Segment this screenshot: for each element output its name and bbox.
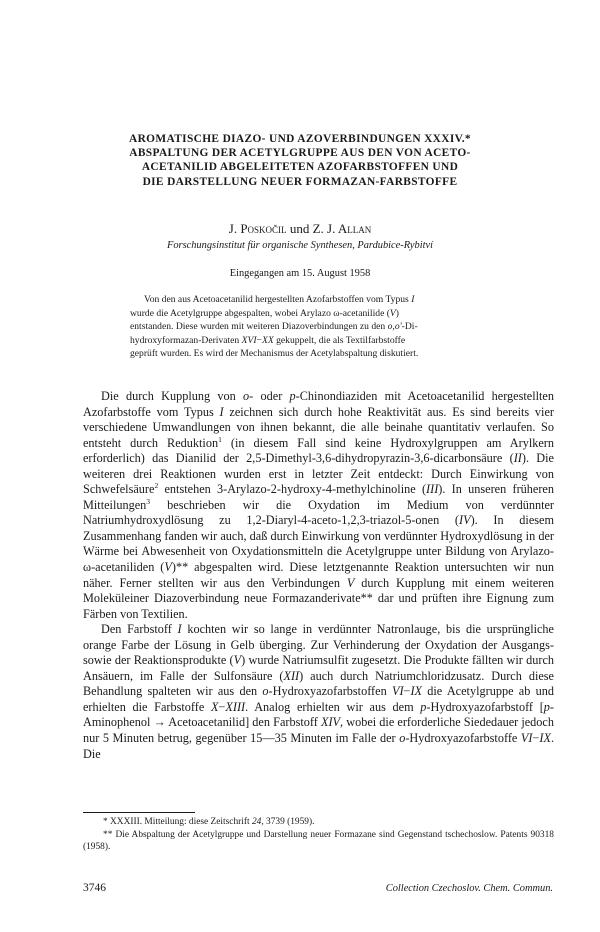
author-poskocil: J. Poskočil [228, 221, 287, 236]
abstract-line: entstanden. Diese wurden mit weiteren Diazoverbindungen zu den o,o'-Di- [130, 321, 418, 332]
author-connector: und [289, 221, 310, 236]
abstract-line: geprüft wurden. Es wird der Mechanismus der Acetylabspaltung diskutiert. [130, 348, 419, 359]
affiliation: Forschungsinstitut für organische Synthesen, Pardubice-Rybitví [167, 240, 433, 251]
footnote-rule [83, 812, 195, 813]
abstract-line: Von den aus Acetoacetanilid hergestellten Azofarbstoffen vom Typus I [144, 294, 415, 305]
received-date: Eingegangen am 15. August 1958 [229, 268, 371, 279]
body-paragraph: Die durch Kupplung von o- oder p-Chinondiaziden mit Acetoacetanilid hergestellten Azofarbstoffe vom Typus I zeichnen sich durch hohe Reaktivität aus. Es sind bereits vier verschiedene Umwandlungen von ihnen bekannt, die alle beinahe quantitativ verlaufen. So entsteht durch Reduktion$^1$ (in diesem Fall sind keine Hydroxylgruppen am Arylkern erforderlich) das Dianilid der 2,5-Dimethyl-3,6-dihydropyrazin-3,6-dicarbonsäure (II). Die weiteren drei Reaktionen wurden erst in letzter Zeit entdeckt: Durch Einwirkung von Schwefelsäure$^2$ entstehen 3-Arylazo-2-hydroxy-4-methylchinoline (III). In unseren früheren Mitteilungen$^3$ beschrieben wir die Oxydation im Medium von verdünnter Natriumhydroxydlösung zu 1,2-Diaryl-4-aceto-1,2,3-triazol-5-onen (IV). In diesem Zusammenhang fanden wir auch, daß durch Einwirkung von verdünnter Hydroxydlösung in der Wärme bei Abwesenheit von Oxydationsmitteln die Acetylgruppe unter Bildung von Arylazo-ω-acetaniliden (V)** abgespalten wird. Diese letztgenannte Reaktion untersuchten wir nun näher. Ferner stellten wir aus den Verbindungen V durch Kupplung mit einem weiteren Moleküleiner Diazoverbindung neue Formazanderivate** dar und prüften ihre Eignung zum Färben von Textilien. [83, 389, 555, 621]
title-line: DIE DARSTELLUNG NEUER FORMAZAN-FARBSTOFFE [142, 175, 458, 188]
title-line: ACETANILID ABGELEITETEN AZOFARBSTOFFEN UND [141, 161, 459, 174]
abstract [130, 293, 522, 361]
body-text [83, 389, 554, 762]
body-paragraph: Den Farbstoff I kochten wir so lange in verdünnter Natronlauge, bis die ursprüngliche orange Farbe der Lösung in Gelb überging. Zur Verhinderung der Oxydation der Ausgangs- sowie der Reaktionsprodukte (V) wurde Natriumsulfit zugesetzt. Die Produkte fällten wir durch Ansäuern, im Falle der Sulfonsäure (XII) auch durch Natriumchloridzusatz. Durch diese Behandlung spalteten wir aus den o-Hydroxyazofarbstoffen VI−IX die Acetylgruppe ab und erhielten die Farbstoffe X−XIII. Analog erhielten wir aus dem p-Hydroxyazofarbstoff [p-Aminophenol → Acetoacetanilid] den Farbstoff XIV, wobei die erforderliche Siededauer jedoch nur 5 Minuten betrug, gegenüber 15—35 Minuten im Falle der o-Hydroxyazofarbstoffe VI−IX. Die [83, 622, 555, 761]
page-number: 3746 [83, 882, 106, 894]
footnote: ** Die Abspaltung der Acetylgruppe und Darstellung neuer Formazane sind Gegenstand tschechoslow. Patents 90318 (1958). [83, 829, 554, 853]
author-line [0, 221, 600, 236]
footnote: * XXXIII. Mitteilung: diese Zeitschrift 24, 3739 (1959). [103, 817, 315, 827]
title-line: ABSPALTUNG DER ACETYLGRUPPE AUS DEN VON ACETO- [129, 147, 471, 160]
abstract-line: wurde die Acetylgruppe abgespalten, wobei Arylazo ω-acetanilide (V) [130, 307, 399, 319]
paper-title [40, 132, 560, 189]
title-line: AROMATISCHE DIAZO- UND AZOVERBINDUNGEN XXXIV.* [129, 133, 471, 145]
footnotes [83, 816, 554, 854]
author-allan: Z. J. Allan [312, 221, 372, 236]
journal-name: Collection Czechoslov. Chem. Commun. [385, 883, 553, 894]
abstract-line: hydroxyformazan-Derivaten XVI−XX gekuppelt, die als Textilfarbstoffe [130, 334, 406, 346]
